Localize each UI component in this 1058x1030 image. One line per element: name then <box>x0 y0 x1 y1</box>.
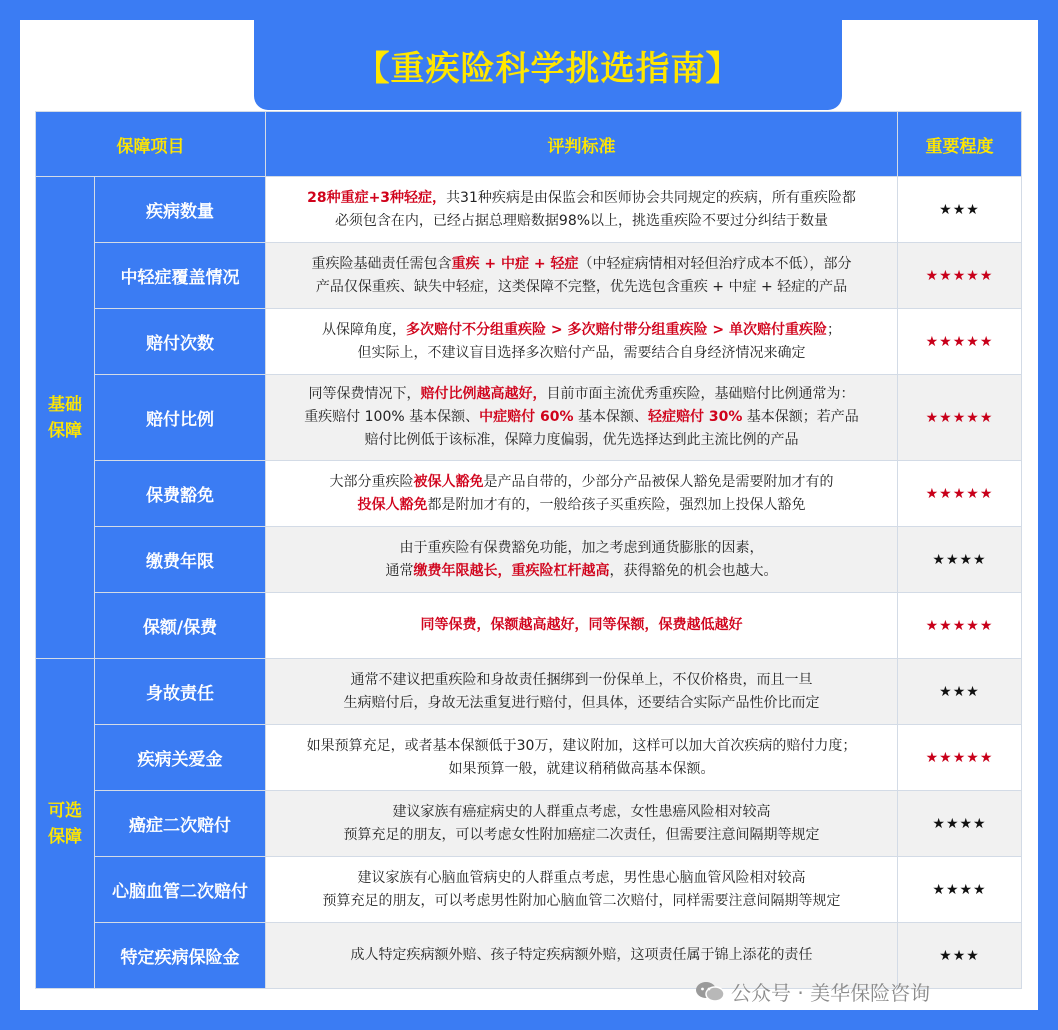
wechat-icon <box>695 981 725 1003</box>
description-text: 大部分重疾险 <box>329 473 414 490</box>
importance-stars: ★★★★★ <box>898 309 1022 375</box>
description-line <box>266 560 897 583</box>
guide-table <box>35 111 1022 989</box>
row-item-label: 身故责任 <box>95 659 266 725</box>
description-line <box>266 735 897 758</box>
description-text: 产品仅保重疾、缺失中轻症，这类保障不完整，优先选包含重疾 + 中症 + 轻症的产品 <box>315 278 848 295</box>
row-item-label: 保额/保费 <box>95 593 266 659</box>
importance-stars: ★★★ <box>898 659 1022 725</box>
description-line <box>266 276 897 299</box>
description-text: 赔付比例低于该标准，保障力度偏弱，优先选择达到此主流比例的产品 <box>364 432 799 448</box>
description-text: ，获得豁免的机会也越大。 <box>609 562 778 579</box>
description-line <box>266 890 897 913</box>
row-description <box>266 527 898 593</box>
row-item-label: 疾病数量 <box>95 177 266 243</box>
table-row <box>36 527 1022 593</box>
table-row <box>36 309 1022 375</box>
highlight-text: 投保人豁免 <box>357 496 428 513</box>
description-text: 预算充足的朋友，可以考虑女性附加癌症二次责任，但需要注意间隔期等规定 <box>343 826 820 843</box>
table-row <box>36 243 1022 309</box>
description-line <box>266 614 897 637</box>
group-label-optional: 可选 保障 <box>36 659 95 989</box>
importance-stars: ★★★★★ <box>898 375 1022 461</box>
importance-stars: ★★★★★ <box>898 461 1022 527</box>
description-text: 建议家族有心脑血管病史的人群重点考虑，男性患心脑血管风险相对较高 <box>357 869 806 886</box>
description-line <box>266 944 897 967</box>
highlight-text: 28种重症+3种轻症， <box>307 189 447 206</box>
description-text: 由于重疾险有保费豁免功能，加之考虑到通货膨胀的因素， <box>399 539 764 556</box>
table-row <box>36 725 1022 791</box>
watermark <box>695 977 930 1006</box>
description-line <box>266 406 897 429</box>
importance-stars: ★★★★★ <box>898 593 1022 659</box>
highlight-text: 被保人豁免 <box>413 473 484 490</box>
description-line <box>266 801 897 824</box>
row-item-label: 中轻症覆盖情况 <box>95 243 266 309</box>
highlight-text: 重疾 + 中症 + 轻症 <box>451 255 579 272</box>
table-row <box>36 593 1022 659</box>
row-description <box>266 725 898 791</box>
description-line <box>266 824 897 847</box>
importance-stars: ★★★ <box>898 177 1022 243</box>
description-line <box>266 253 897 276</box>
description-text: 成人特定疾病额外赔、孩子特定疾病额外赔，这项责任属于锦上添花的责任 <box>350 947 813 963</box>
description-text: 建议家族有癌症病史的人群重点考虑，女性患癌风险相对较高 <box>392 803 771 820</box>
table-row <box>36 791 1022 857</box>
row-description <box>266 593 898 659</box>
description-line <box>266 494 897 517</box>
description-line <box>266 210 897 233</box>
table-body <box>36 177 1022 989</box>
row-item-label: 特定疾病保险金 <box>95 923 266 989</box>
highlight-text: 轻症赔付 30% <box>647 409 743 425</box>
importance-stars: ★★★★ <box>898 527 1022 593</box>
description-line <box>266 319 897 342</box>
description-text: 如果预算一般，就建议稍稍做高基本保额。 <box>448 760 715 777</box>
header-importance: 重要程度 <box>898 112 1022 177</box>
title-banner <box>254 20 842 110</box>
description-text: 重疾赔付 100% 基本保额、 <box>304 409 480 425</box>
description-text: ； <box>826 321 841 338</box>
header-item: 保障项目 <box>36 112 266 177</box>
description-text: 基本保额；若产品 <box>742 409 859 425</box>
importance-stars: ★★★★ <box>898 791 1022 857</box>
table-row <box>36 857 1022 923</box>
description-line <box>266 692 897 715</box>
row-description <box>266 461 898 527</box>
description-text: 目前市面主流优秀重疾险，基础赔付比例通常为： <box>546 386 855 402</box>
description-line <box>266 758 897 781</box>
row-item-label: 癌症二次赔付 <box>95 791 266 857</box>
importance-stars: ★★★ <box>898 923 1022 989</box>
description-text: 生病赔付后，身故无法重复进行赔付，但具体，还要结合实际产品性价比而定 <box>343 694 820 711</box>
row-description <box>266 309 898 375</box>
importance-stars: ★★★★ <box>898 857 1022 923</box>
description-text: 都是附加才有的，一般给孩子买重疾险，强烈加上投保人豁免 <box>427 496 806 513</box>
description-text: 共31种疾病是由保监会和医师协会共同规定的疾病，所有重疾险都 <box>446 189 856 206</box>
row-item-label: 心脑血管二次赔付 <box>95 857 266 923</box>
description-line <box>266 187 897 210</box>
row-item-label: 缴费年限 <box>95 527 266 593</box>
row-description <box>266 177 898 243</box>
watermark-text: 公众号 · 美华保险咨询 <box>731 981 931 1005</box>
description-line <box>266 342 897 365</box>
description-text: 通常不建议把重疾险和身故责任捆绑到一份保单上，不仅价格贵，而且一旦 <box>350 671 813 688</box>
description-line <box>266 867 897 890</box>
description-line <box>266 471 897 494</box>
description-text: 从保障角度， <box>322 321 407 338</box>
row-description <box>266 791 898 857</box>
description-text: 同等保费情况下， <box>308 386 421 402</box>
highlight-text: 缴费年限越长，重疾险杠杆越高 <box>413 562 610 579</box>
row-item-label: 保费豁免 <box>95 461 266 527</box>
row-item-label: 疾病关爱金 <box>95 725 266 791</box>
row-description <box>266 243 898 309</box>
highlight-text: 多次赔付不分组重疾险 > 多次赔付带分组重疾险 > 单次赔付重疾险 <box>406 321 827 338</box>
header-criteria: 评判标准 <box>266 112 898 177</box>
table-row <box>36 659 1022 725</box>
description-line <box>266 669 897 692</box>
table-header-row <box>36 112 1022 177</box>
importance-stars: ★★★★★ <box>898 243 1022 309</box>
description-text: 如果预算充足，或者基本保额低于30万，建议附加，这样可以加大首次疾病的赔付力度； <box>306 737 857 754</box>
row-description <box>266 659 898 725</box>
row-description <box>266 857 898 923</box>
description-text: 重疾险基础责任需包含 <box>311 255 452 272</box>
highlight-text: 中症赔付 60% <box>479 409 574 425</box>
description-line <box>266 429 897 452</box>
row-item-label: 赔付次数 <box>95 309 266 375</box>
row-item-label: 赔付比例 <box>95 375 266 461</box>
description-text: 必须包含在内，已经占据总理赔数据98%以上，挑选重疾险不要过分纠结于数量 <box>334 212 829 229</box>
table-row <box>36 375 1022 461</box>
description-text: 是产品自带的，少部分产品被保人豁免是需要附加才有的 <box>483 473 834 490</box>
description-text: （中轻症病情相对轻但治疗成本不低），部分 <box>578 255 852 272</box>
description-text: 预算充足的朋友，可以考虑男性附加心脑血管二次赔付，同样需要注意间隔期等规定 <box>322 892 841 909</box>
page-title: 【重疾险科学挑选指南】 <box>355 48 741 89</box>
row-description <box>266 375 898 461</box>
description-line <box>266 537 897 560</box>
description-text: 基本保额、 <box>573 409 648 425</box>
highlight-text: 赔付比例越高越好， <box>420 386 547 402</box>
group-label-basic: 基础 保障 <box>36 177 95 659</box>
table-row <box>36 177 1022 243</box>
description-line <box>266 383 897 406</box>
table-row <box>36 461 1022 527</box>
description-text: 通常 <box>385 562 414 579</box>
description-text: 但实际上，不建议盲目选择多次赔付产品，需要结合自身经济情况来确定 <box>357 344 806 361</box>
importance-stars: ★★★★★ <box>898 725 1022 791</box>
highlight-text: 同等保费，保额越高越好，同等保额，保费越低越好 <box>420 617 743 633</box>
